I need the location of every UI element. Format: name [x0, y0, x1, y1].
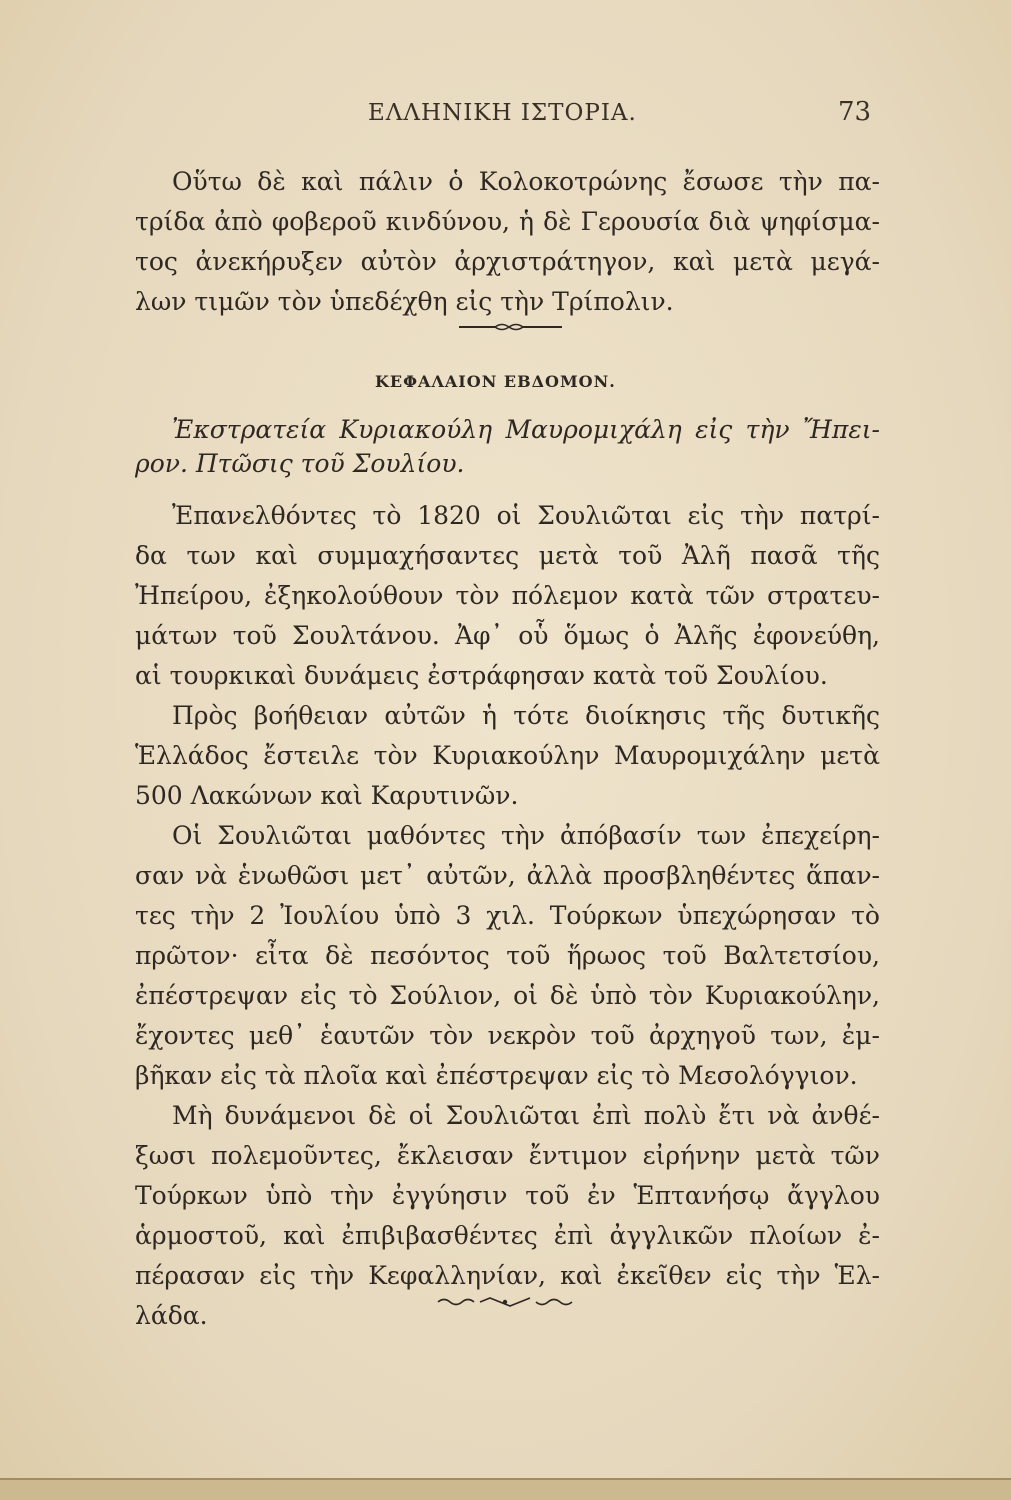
paragraph-2: [135, 696, 880, 816]
chapter-subtitle: [135, 413, 880, 481]
chapter-heading: ΚΕΦΑΛΑΙΟΝ ΕΒΔΟΜΟΝ.: [375, 372, 616, 391]
text-line: Ἐπανελθόντες τὸ 1820 οἱ Σουλιῶται εἰς τὴν πατρί-: [172, 501, 880, 530]
text-line: μάτων τοῦ Σουλτάνου. Ἀφ᾽ οὗ ὅμως ὁ Ἀλῆς ἐφονεύθη,: [135, 621, 880, 650]
text-line: λάδα.: [135, 1301, 208, 1330]
text-line: πέρασαν εἰς τὴν Κεφαλληνίαν, καὶ ἐκεῖθεν εἰς τὴν Ἑλ-: [135, 1261, 880, 1290]
running-title: ΕΛΛΗΝΙΚΗ ΙΣΤΟΡΙΑ.: [368, 100, 637, 126]
text-line: ἔχοντες μεθ᾽ ἑαυτῶν τὸν νεκρὸν τοῦ ἀρχηγοῦ των, ἐμ-: [135, 1021, 880, 1050]
text-line: Οἱ Σουλιῶται μαθόντες τὴν ἀπόβασίν των ἐπεχείρη-: [172, 821, 880, 850]
text-line: Μὴ δυνάμενοι δὲ οἱ Σουλιῶται ἐπὶ πολὺ ἔτι νὰ ἀνθέ-: [172, 1101, 880, 1130]
text-line: Ἑλλάδος ἔστειλε τὸν Κυριακούλην Μαυρομιχάλην μετὰ: [135, 741, 880, 770]
text-line: τρίδα ἀπὸ φοβεροῦ κινδύνου, ἡ δὲ Γερουσία διὰ ψηφίσμα-: [135, 207, 880, 236]
text-line: ἁρμοστοῦ, καὶ ἐπιβιβασθέντες ἐπὶ ἀγγλικῶν πλοίων ἐ-: [135, 1221, 880, 1250]
text-line: σαν νὰ ἑνωθῶσι μετ᾽ αὐτῶν, ἀλλὰ προσβληθέντες ἅπαν-: [135, 861, 880, 890]
text-line: τες τὴν 2 Ἰουλίου ὑπὸ 3 χιλ. Τούρκων ὑπεχώρησαν τὸ: [135, 901, 880, 930]
text-line: Ἠπείρου, ἐξηκολούθουν τὸν πόλεμον κατὰ τῶν στρατευ-: [135, 581, 880, 610]
body-text: [135, 496, 880, 1336]
intro-paragraph: [135, 162, 880, 322]
text-line: ἐπέστρεψαν εἰς τὸ Σούλιον, οἱ δὲ ὑπὸ τὸν Κυριακούλην,: [135, 981, 880, 1010]
text-line: ξωσι πολεμοῦντες, ἔκλεισαν ἔντιμον εἰρήνην μετὰ τῶν: [135, 1141, 880, 1170]
text-line: Τούρκων ὑπὸ τὴν ἐγγύησιν τοῦ ἐν Ἑπτανήσῳ ἄγγλου: [135, 1181, 880, 1210]
text-line: Οὕτω δὲ καὶ πάλιν ὁ Κολοκοτρώνης ἔσωσε τὴν πα-: [172, 167, 880, 196]
ornamental-rule: [459, 322, 562, 332]
page-edge: [0, 1478, 1011, 1500]
subtitle-line: Ἐκστρατεία Κυριακούλη Μαυρομιχάλη εἰς τὴν Ἤπει-: [172, 415, 880, 444]
text-line: 500 Λακώνων καὶ Καρυτινῶν.: [135, 781, 519, 810]
subtitle-line: ρον. Πτῶσις τοῦ Σουλίου.: [135, 449, 465, 478]
text-line: λων τιμῶν τὸν ὑπεδέχθη εἰς τὴν Τρίπολιν.: [135, 287, 674, 316]
paragraph-3: [135, 816, 880, 1096]
text-line: πρῶτον· εἶτα δὲ πεσόντος τοῦ ἥρωος τοῦ Βαλτετσίου,: [135, 941, 880, 970]
tailpiece-ornament: [436, 1295, 574, 1309]
text-line: βῆκαν εἰς τὰ πλοῖα καὶ ἐπέστρεψαν εἰς τὸ Μεσολόγγιον.: [135, 1061, 858, 1090]
paragraph-1: [135, 496, 880, 696]
text-line: δα των καὶ συμμαχήσαντες μετὰ τοῦ Ἀλῆ πασᾶ τῆς: [135, 541, 880, 570]
text-line: αἱ τουρκικαὶ δυνάμεις ἐστράφησαν κατὰ τοῦ Σουλίου.: [135, 661, 828, 690]
page-number: 73: [838, 97, 872, 127]
text-line: τος ἀνεκήρυξεν αὐτὸν ἀρχιστράτηγον, καὶ μετὰ μεγά-: [135, 247, 880, 276]
text-line: Πρὸς βοήθειαν αὐτῶν ἡ τότε διοίκησις τῆς δυτικῆς: [172, 701, 880, 730]
